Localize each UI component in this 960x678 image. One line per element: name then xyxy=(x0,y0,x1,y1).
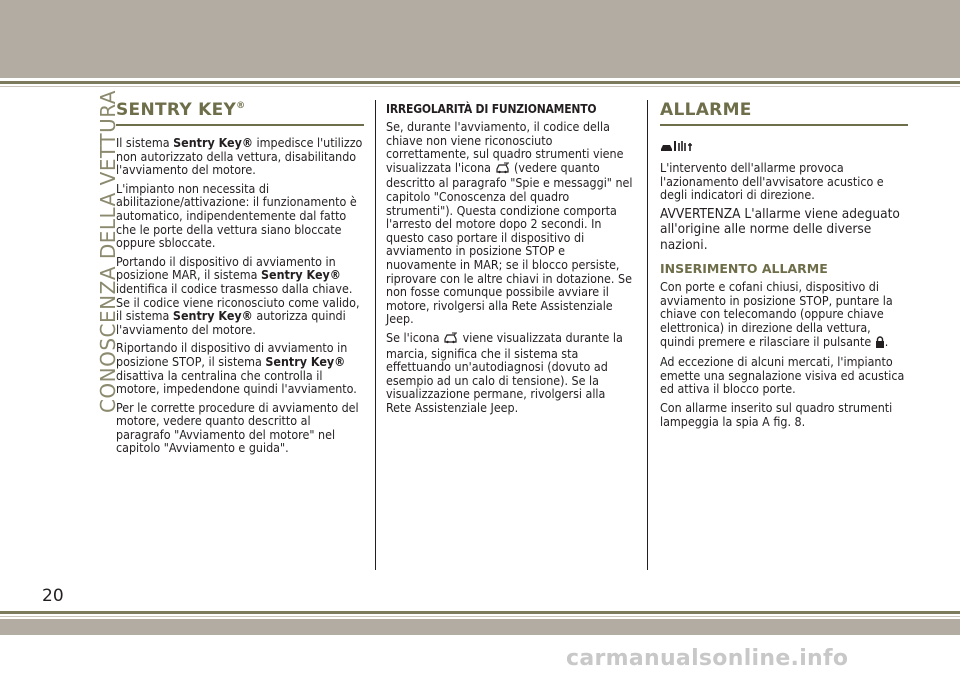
alarm-icon xyxy=(660,138,908,157)
header-rule-thin xyxy=(0,86,960,87)
text: Se l'icona xyxy=(386,329,444,345)
text: Con porte e cofani chiusi, dispositivo di avviamento in posizione STOP, puntare la chiave con telecomando (oppure chiave elettronica) in direzione della vettura, quindi premere e rilasciare il pulsante xyxy=(660,279,893,349)
column-divider xyxy=(647,100,648,570)
chapter-title: CONOSCENZA DELLA VETTURA xyxy=(96,90,120,414)
text: viene visualizzata durante la marcia, significa che il sistema sta effettuando un'autodiagnosi (dovuto ad esempio ad un calo di tensione). Se la visualizzazione permane, rivolgersi alla Rete Assistenziale Jeep. xyxy=(386,329,623,415)
car-key-warning-icon xyxy=(495,162,511,177)
paragraph xyxy=(386,331,634,415)
page-number: 20 xyxy=(42,586,64,606)
text: autorizza quindi l'avviamento del motore. xyxy=(116,308,346,337)
text: disattiva la centralina che controlla il motore, impedendone quindi l'avviamento. xyxy=(116,367,357,397)
footer-band xyxy=(0,619,960,635)
registered-mark: ® xyxy=(236,101,246,111)
column-divider xyxy=(375,100,376,570)
paragraph xyxy=(386,120,634,326)
malfunction-column xyxy=(386,100,634,419)
section-title-malfunction: IRREGOLARITÀ DI FUNZIONAMENTO xyxy=(386,102,597,116)
alarm-column xyxy=(660,100,908,433)
paragraph xyxy=(116,136,364,177)
brand-term: Sentry Key® xyxy=(173,135,254,150)
paragraph: Con allarme inserito sul quadro strumenti lampeggia la spia A fig. 8. xyxy=(660,400,893,429)
section-title-text: SENTRY KEY xyxy=(116,100,237,120)
paragraph xyxy=(116,255,364,337)
sentry-key-column xyxy=(116,100,364,460)
brand-term: Sentry Key® xyxy=(265,353,346,369)
text: (vedere quanto descritto al paragrafo "Spie e messaggi" nel capitolo "Conoscenza del quadro strumenti"). Questa condizione comporta l'arresto del motore dopo 2 secondi. In questo caso portare il dispositivo di avviamento in posizione STOP e nuovamente in MAR; se il blocco persiste, riprovare con le altre chiavi in dotazione. Se non fosse comunque possibile avviare il motore, rivolgersi alla Rete Assistenziale Jeep. xyxy=(386,159,633,327)
text: Riportando il dispositivo di avviamento in posizione STOP, il sistema xyxy=(116,340,348,369)
footer-rule xyxy=(0,611,960,614)
header-band xyxy=(0,0,960,78)
brand-term: Sentry Key® xyxy=(172,308,253,324)
text: Il sistema xyxy=(116,135,174,150)
paragraph: Per le corrette procedure di avviamento del motore, vedere quanto descritto al paragrafo "Avviamento del motore" nel capitolo "Avviamento e guida". xyxy=(116,399,359,456)
paragraph xyxy=(660,280,908,350)
paragraph: Ad eccezione di alcuni mercati, l'impianto emette una segnalazione visiva ed acustica ed attiva il blocco porte. xyxy=(660,354,905,397)
paragraph xyxy=(116,341,364,395)
paragraph: L'intervento dell'allarme provoca l'azionamento dell'avvisatore acustico e degli indicatori di direzione. xyxy=(660,160,884,203)
footer-rule-thin xyxy=(0,616,960,617)
text: Portando il dispositivo di avviamento in posizione MAR, il sistema xyxy=(116,253,336,283)
paragraph: L'impianto non necessita di abilitazione/attivazione: il funzionamento è automatico, indipendentemente dal fatto che le porte della vettura siano bloccate oppure sbloccate. xyxy=(116,180,357,251)
text: Se, durante l'avviamento, il codice della chiave non viene riconosciuto correttamente, sul quadro strumenti viene visualizzata l'icona xyxy=(386,119,624,175)
car-key-warning-icon xyxy=(443,332,459,347)
warning-paragraph: AVVERTENZA L'allarme viene adeguato all'origine alle norme delle diverse nazioni. xyxy=(660,205,900,253)
text: identifica il codice trasmesso dalla chiave. Se il codice viene riconosciuto come valido, il sistema xyxy=(116,280,360,324)
header-rule xyxy=(0,81,960,84)
text: . xyxy=(884,333,889,349)
lock-icon xyxy=(875,336,885,351)
subsection-title-alarm-arming: INSERIMENTO ALLARME xyxy=(660,261,828,277)
text: impedisce l'utilizzo non autorizzato della vettura, disabilitando l'avviamento del motore. xyxy=(116,135,363,178)
watermark: carmanualsonline.info xyxy=(566,646,849,671)
brand-term: Sentry Key® xyxy=(261,267,341,283)
section-title-sentry-key xyxy=(116,100,364,126)
section-title-alarm: ALLARME xyxy=(660,100,908,126)
